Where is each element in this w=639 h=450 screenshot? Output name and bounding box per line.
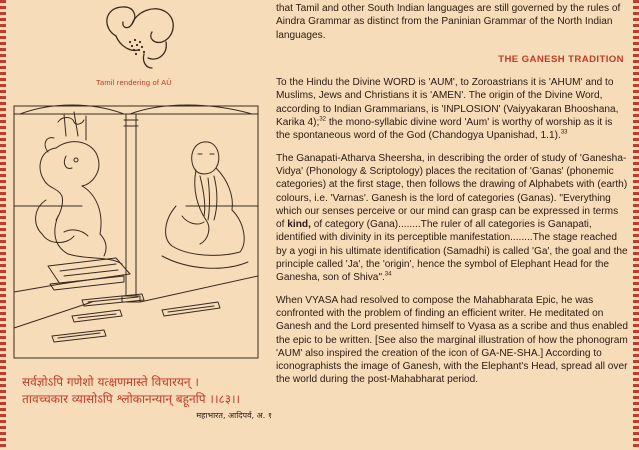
right-column-text <box>276 2 628 450</box>
aum-caption: Tamil rendering of AÜ <box>96 78 172 87</box>
p1-text: To the Hindu the Divine WORD is 'AUM', to Zoroastrians it is 'AHUM' and to Muslims, Jews and Christians it is 'AMEN'. The origin of the Divine Word, according to Indian Grammarians, is 'INPLOSION' (Vaiyyakaran Bhooshana, Karika 4); <box>276 77 619 129</box>
paragraph-vyasa: When VYASA had resolved to compose the Mahabharata Epic, he was confronted with the problem of finding an efficient writer. He meditated on Ganesh and the Lord presented himself to Vyasa as a scribe and thus enabled the epic to be written. [See also the marginal illustration of how the phonogram 'AUM' also inspired the creation of the icon of GA-NE-SHA.] According to iconographists the image of Ganesh, with the Elephant's Head, spread all over the world during the post-Mahabharat period. <box>276 294 628 386</box>
left-column <box>8 0 272 450</box>
p2-text-a: The Ganapati-Atharva Sheersha, in describing the order of study of 'Ganesha-Vidya' (Phonology & Scriptology) places the recitation of 'Ganas' (phonemic categories) at the first stage, then follows the drawing of Alphabets with (earth) colours, i.e. 'Varnas'. Ganesh is the lord of categories (Ganas). "Everything which our senses perceive or our mind can grasp can be expressed in terms of <box>276 152 628 231</box>
intro-paragraph: that Tamil and other South Indian languages are still governed by the rules of Aindra Grammar as distinct from the Paninian Grammar of the North Indian languages. <box>276 3 621 41</box>
p2-bold-kind: kind, <box>287 219 311 231</box>
p1-continued: the mono-syllabic divine word 'Aum' is worthy of worship as it is the spontaneous word of the God (Chandogya Upanishad, 1.1). <box>276 117 613 142</box>
right-border-stripe <box>633 0 639 450</box>
left-border-stripe <box>0 0 6 450</box>
paragraph-divine-word <box>276 76 628 142</box>
p2-text-b: of category (Gana)........The ruler of all categories is Ganapati, identified with divinity in its perceptible manifestation........The stage reached by a yogi in his ultimate identification (Samadhi) is called 'Ga', the goal and the principle called 'Ja', the 'origin', hence the symbol of Elephant Head for the Ganesha, son of Shiva". <box>276 219 628 284</box>
footnote-ref-34: 34 <box>384 271 392 278</box>
footnote-ref-33: 33 <box>560 130 568 136</box>
paragraph-ganapati <box>276 152 628 285</box>
footnote-ref-32: 32 <box>319 116 327 123</box>
sanskrit-verse <box>22 374 272 420</box>
tamil-aum-glyph-illustration <box>96 2 182 76</box>
sanskrit-line-2: तावच्चकार व्यासोऽपि श्लोकानन्यान् बहूनपि ।।८३।। <box>22 392 241 406</box>
section-heading: THE GANESH TRADITION <box>498 53 624 65</box>
ganesh-vyasa-illustration <box>12 96 262 366</box>
sanskrit-line-1: सर्वज्ञोऽपि गणेशो यत्क्षणमास्ते विचारयन् । <box>22 375 199 389</box>
sanskrit-reference: महाभारत, आदिपर्व, अ. १ <box>196 411 272 420</box>
